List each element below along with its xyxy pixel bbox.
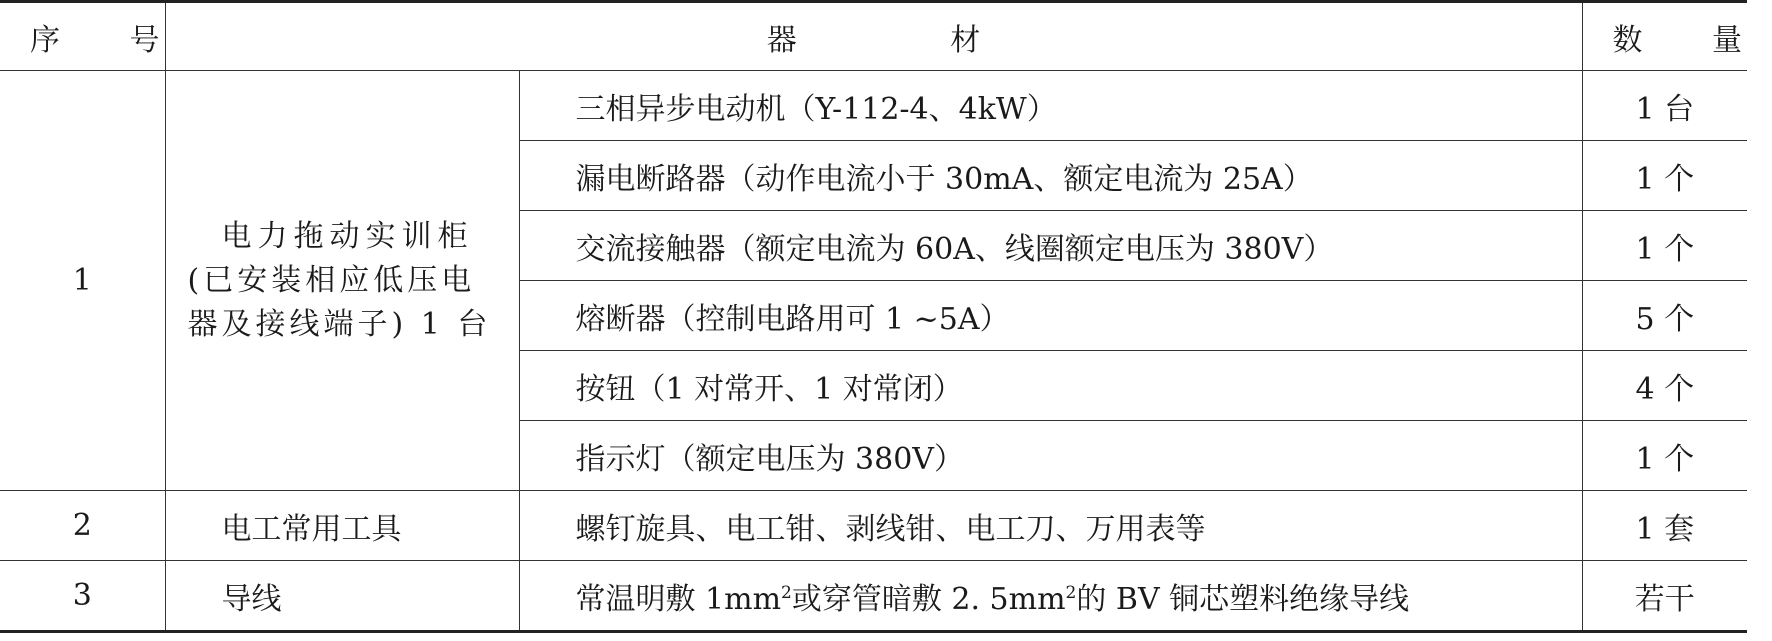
row1-item-qty: 5 个 xyxy=(1582,281,1747,351)
row1-name-line1: 电力拖动实训柜 xyxy=(221,218,474,254)
row1-item-qty: 1 个 xyxy=(1582,141,1747,211)
row1-item-qty: 1 个 xyxy=(1582,211,1747,281)
table-row xyxy=(0,71,1747,141)
table-row xyxy=(0,561,1747,632)
row1-item-desc: 交流接触器（额定电流为 60A、线圈额定电压为 380V） xyxy=(519,211,1582,281)
row1-item-desc: 熔断器（控制电路用可 1 ~5A） xyxy=(519,281,1582,351)
row2-desc: 螺钉旋具、电工钳、剥线钳、电工刀、万用表等 xyxy=(519,491,1582,561)
header-equipment xyxy=(165,2,1582,71)
row2-qty: 1 套 xyxy=(1582,491,1747,561)
header-equipment-label: 器 材 xyxy=(766,22,1053,58)
row3-desc-sup-b: 2 xyxy=(1065,582,1077,603)
row1-item-qty: 1 台 xyxy=(1582,71,1747,141)
row3-desc-part-c: 的 BV 铜芯塑料绝缘导线 xyxy=(1076,581,1410,617)
row1-name-rest: (已安装相应低压电器及接线端子) 1 台 xyxy=(187,262,492,342)
row1-item-desc: 三相异步电动机（Y-112-4、4kW） xyxy=(519,71,1582,141)
row3-qty: 若干 xyxy=(1582,561,1747,632)
row1-item-desc: 按钮（1 对常开、1 对常闭） xyxy=(519,351,1582,421)
row1-item-desc: 漏电断路器（动作电流小于 30mA、额定电流为 25A） xyxy=(519,141,1582,211)
row1-item-qty: 4 个 xyxy=(1582,351,1747,421)
row2-index: 2 xyxy=(0,491,165,561)
header-quantity xyxy=(1582,2,1772,71)
table-header-row xyxy=(0,2,1747,71)
row1-name xyxy=(165,71,519,491)
row3-desc-part-b: 或穿管暗敷 2. 5mm xyxy=(791,581,1066,617)
row1-item-qty: 1 个 xyxy=(1582,421,1747,491)
row3-desc-part-a: 常温明敷 1mm xyxy=(575,581,782,617)
table-row xyxy=(0,491,1747,561)
row1-item-desc: 指示灯（额定电压为 380V） xyxy=(519,421,1582,491)
header-index xyxy=(0,2,190,71)
row2-name: 电工常用工具 xyxy=(165,491,519,561)
header-quantity-label: 数 量 xyxy=(1612,22,1772,58)
row3-name: 导线 xyxy=(165,561,519,632)
row3-desc xyxy=(519,561,1582,632)
header-index-label: 序 号 xyxy=(30,22,190,58)
row1-index: 1 xyxy=(0,71,165,491)
row3-desc-sup-a: 2 xyxy=(781,582,792,603)
row3-index: 3 xyxy=(0,561,165,632)
